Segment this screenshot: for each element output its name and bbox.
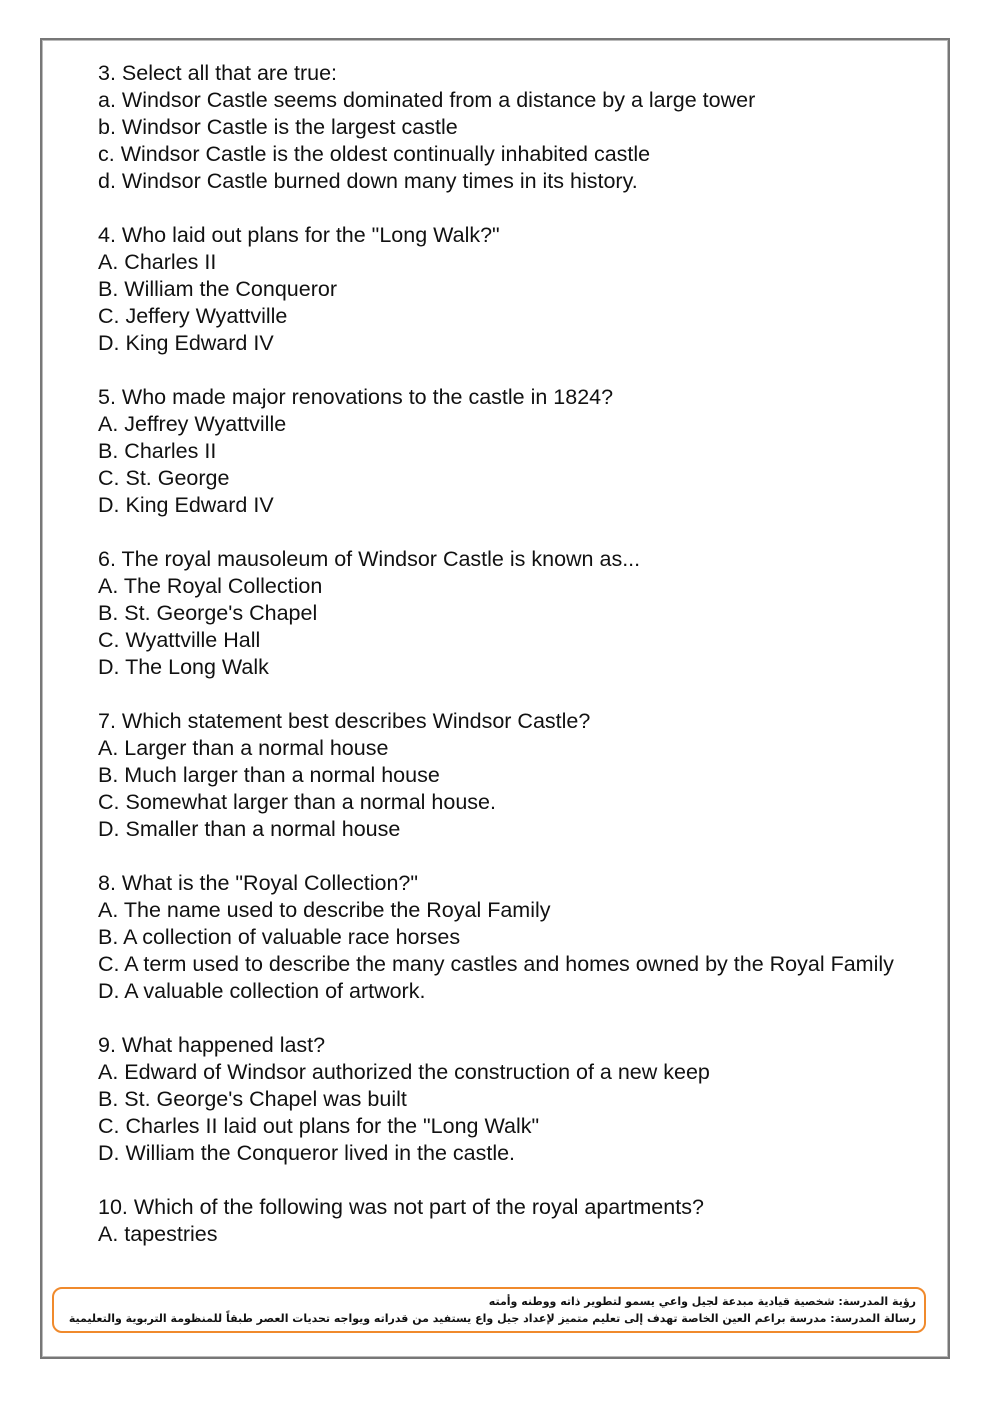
answer-option: B. William the Conqueror — [98, 277, 337, 301]
answer-option: B. St. George's Chapel was built — [98, 1087, 407, 1111]
answer-option: b. Windsor Castle is the largest castle — [98, 115, 458, 139]
answer-option: D. A valuable collection of artwork. — [98, 979, 426, 1003]
school-mission: رسالة المدرسة: مدرسة براعم العين الخاصة تهدف إلى تعليم متميز لإعداد جيل واع يستفيد من قدراته ويواجه تحديات العصر طبقاً للمنظومة التربوية والتعليمية — [68, 1312, 916, 1325]
worksheet-content — [98, 60, 898, 1275]
question-prompt: 10. Which of the following was not part of the royal apartments? — [98, 1195, 704, 1219]
answer-option: C. Somewhat larger than a normal house. — [98, 790, 496, 814]
question-3 — [98, 60, 898, 195]
question-prompt: 4. Who laid out plans for the "Long Walk?" — [98, 223, 500, 247]
answer-option: A. The Royal Collection — [98, 574, 323, 598]
answer-option: D. King Edward IV — [98, 331, 274, 355]
question-prompt: 6. The royal mausoleum of Windsor Castle is known as... — [98, 547, 641, 571]
question-6 — [98, 546, 898, 681]
question-8 — [98, 870, 898, 1005]
answer-option: A. Larger than a normal house — [98, 736, 389, 760]
answer-option: D. William the Conqueror lived in the castle. — [98, 1141, 516, 1165]
answer-option: A. Edward of Windsor authorized the construction of a new keep — [98, 1060, 710, 1084]
answer-option: C. A term used to describe the many castles and homes owned by the Royal Family — [98, 952, 894, 976]
question-9 — [98, 1032, 898, 1167]
answer-option: D. The Long Walk — [98, 655, 269, 679]
answer-option: d. Windsor Castle burned down many times in its history. — [98, 169, 638, 193]
answer-option: B. A collection of valuable race horses — [98, 925, 461, 949]
question-prompt: 5. Who made major renovations to the castle in 1824? — [98, 385, 614, 409]
question-7 — [98, 708, 898, 843]
school-footer — [52, 1287, 926, 1333]
school-vision: رؤية المدرسة: شخصية قيادية مبدعة لجيل واعي يسمو لتطوير ذاته ووطنه وأمته — [488, 1295, 916, 1308]
answer-option: C. Jeffery Wyattville — [98, 304, 288, 328]
question-prompt: 3. Select all that are true: — [98, 61, 338, 85]
answer-option: B. Charles II — [98, 439, 217, 463]
question-4 — [98, 222, 898, 357]
answer-option: A. Charles II — [98, 250, 217, 274]
answer-option: C. Charles II laid out plans for the "Long Walk" — [98, 1114, 540, 1138]
answer-option: C. Wyattville Hall — [98, 628, 261, 652]
answer-option: A. The name used to describe the Royal Family — [98, 898, 551, 922]
question-5 — [98, 384, 898, 519]
question-prompt: 8. What is the "Royal Collection?" — [98, 871, 418, 895]
answer-option: D. Smaller than a normal house — [98, 817, 401, 841]
answer-option: C. St. George — [98, 466, 230, 490]
answer-option: A. Jeffrey Wyattville — [98, 412, 287, 436]
question-prompt: 7. Which statement best describes Windsor Castle? — [98, 709, 591, 733]
answer-option: B. St. George's Chapel — [98, 601, 318, 625]
answer-option: c. Windsor Castle is the oldest continually inhabited castle — [98, 142, 651, 166]
answer-option: A. tapestries — [98, 1222, 218, 1246]
answer-option: B. Much larger than a normal house — [98, 763, 440, 787]
answer-option: D. King Edward IV — [98, 493, 274, 517]
answer-option: a. Windsor Castle seems dominated from a distance by a large tower — [98, 88, 756, 112]
question-prompt: 9. What happened last? — [98, 1033, 326, 1057]
question-10 — [98, 1194, 898, 1248]
